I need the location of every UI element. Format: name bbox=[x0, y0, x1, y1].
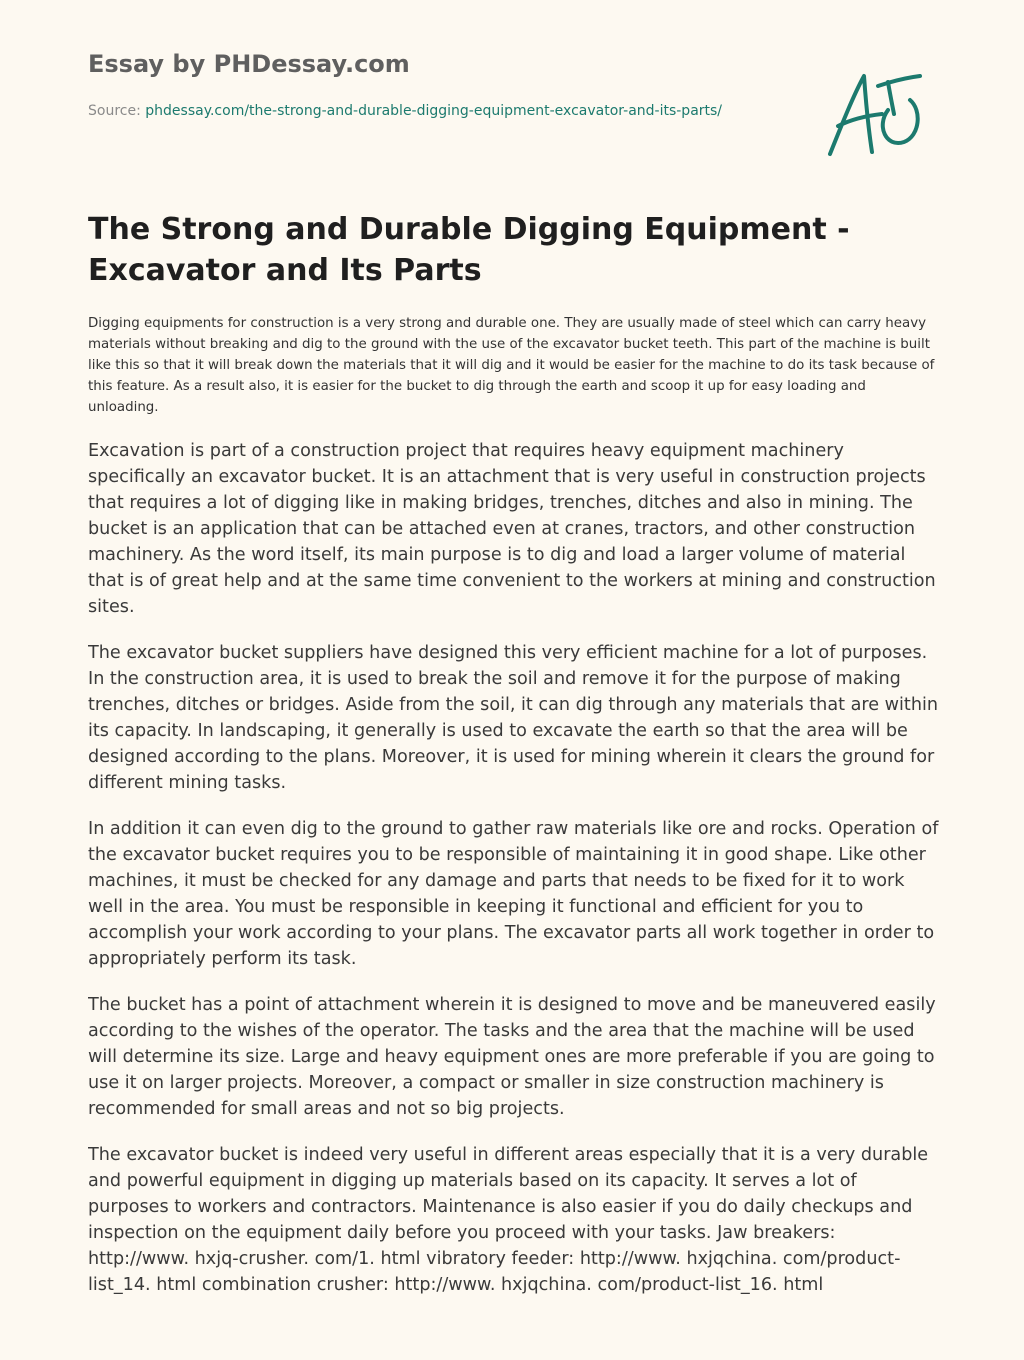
essay-paragraph: The excavator bucket suppliers have designed this very efficient machine for a lot of purposes. In the construction area, it is used to break the soil and remove it for the purpose of making trenches, ditches or bridges. Aside from the soil, it can dig through any materials that are within its capacity. In landscaping, it generally is used to excavate the earth so that the area will be designed according to the plans. Moreover, it is used for mining wherein it clears the ground for different mining tasks. bbox=[88, 643, 939, 793]
essay-paragraph: The bucket has a point of attachment wherein it is designed to move and be maneuvered easily according to the wishes of the operator. The tasks and the area that the machine will be used will determine its size. Large and heavy equipment ones are more preferable if you are going to use it on larger projects. Moreover, a compact or smaller in size construction machinery is recommended for small areas and not so big projects. bbox=[88, 995, 936, 1119]
essay-title: The Strong and Durable Digging Equipment - Excavator and Its Parts bbox=[88, 212, 850, 288]
source-line bbox=[88, 101, 748, 122]
source-label: Source: bbox=[88, 103, 141, 119]
essay-paragraph: In addition it can even dig to the ground to gather raw materials like ore and rocks. Operation of the excavator bucket requires you to be responsible of maintaining it in good shape. Like other machines, it must be checked for any damage and parts that needs to be fixed for it to work well in the area. You must be responsible in keeping it functional and efficient for you to accomplish your work according to your plans. The excavator parts all work together in order to appropriately perform its task. bbox=[88, 819, 939, 969]
essay-paragraph: The excavator bucket is indeed very useful in different areas especially that it is a very durable and powerful equipment in digging up materials based on its capacity. It serves a lot of purposes to workers and contractors. Maintenance is also easier if you do daily checkups and inspection on the equipment daily before you proceed with your tasks. Jaw breakers: http://www. hxjq-crusher. com/1. html vibratory feeder: http://www. hxjqchina. com/product-list_14. html combination crusher: http://www. hxjqchina. com/product-list_16. html bbox=[88, 1145, 929, 1295]
a-plus-grade-icon bbox=[820, 64, 930, 164]
essay-body bbox=[88, 438, 940, 1310]
essay-paragraph: Excavation is part of a construction project that requires heavy equipment machinery specifically an excavator bucket. It is an attachment that is very useful in construction projects that requires a lot of digging like in making bridges, trenches, ditches and also in mining. The bucket is an application that can be attached even at cranes, tractors, and other construction machinery. As the word itself, its main purpose is to dig and load a larger volume of material that is of great help and at the same time convenient to the workers at mining and construction sites. bbox=[88, 441, 936, 617]
source-link[interactable]: phdessay.com/the-strong-and-durable-digging-equipment-excavator-and-its-parts/ bbox=[145, 103, 723, 119]
essay-abstract: Digging equipments for construction is a very strong and durable one. They are usually made of steel which can carry heavy materials without breaking and dig to the ground with the use of the excavator bucket teeth. This part of the machine is built like this so that it will break down the materials that it will dig and it would be easier for the machine to do its task because of this feature. As a result also, it is easier for the bucket to dig through the earth and scoop it up for easy loading and unloading. bbox=[88, 316, 935, 415]
site-brand: Essay by PHDessay.com bbox=[88, 50, 410, 78]
